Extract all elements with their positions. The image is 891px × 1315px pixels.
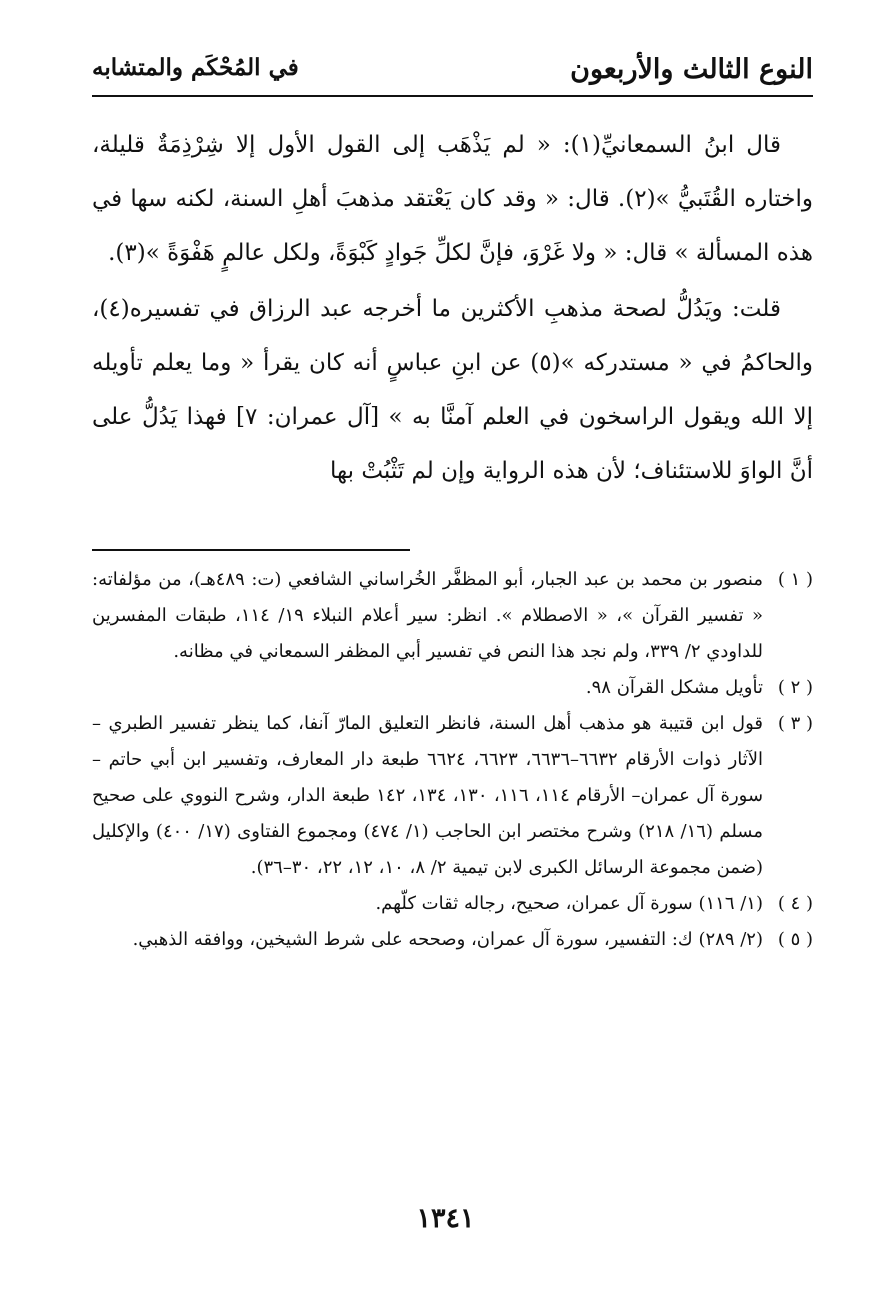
running-header	[92, 50, 813, 98]
footnote	[92, 670, 813, 706]
footnotes	[92, 562, 813, 958]
footnote-text: تأويل مشكل القرآن ٩٨.	[585, 677, 763, 698]
footnote-number: ( ٤ )	[777, 893, 813, 914]
footnote-number: ( ٥ )	[777, 929, 813, 950]
footnote	[92, 706, 813, 886]
page-number: ١٣٤١	[416, 1203, 475, 1234]
footnote-divider	[92, 549, 410, 551]
footnote	[92, 562, 813, 670]
main-text	[92, 118, 813, 498]
footnote	[92, 886, 813, 922]
footnote	[92, 922, 813, 958]
footnote-text: قول ابن قتيبة هو مذهب أهل السنة، فانظر التعليق المارّ آنفا، كما ينظر تفسير الطبري –الآثار ذوات الأرقام ٦٦٣٢–٦٦٣٦، ٦٦٢٣، ٦٦٢٤ طبعة دار المعارف، وتفسير ابن أبي حاتم –سورة آل عمران– الأرقام ١١٤، ١١٦، ١٣٠، ١٣٤، ١٤٢ طبعة الدار، وشرح النووي على صحيح مسلم (١٦/ ٢١٨) وشرح مختصر ابن الحاجب (١/ ٤٧٤) ومجموع الفتاوى (١٧/ ٤٠٠) والإكليل (ضمن مجموعة الرسائل الكبرى لابن تيمية ٢/ ٨، ١٠، ١٢، ٢٢، ٣٠–٣٦).	[92, 713, 764, 878]
footnote-text: (٢/ ٢٨٩) ك: التفسير، سورة آل عمران، وصححه على شرط الشيخين، ووافقه الذهبي.	[132, 929, 763, 950]
header-divider	[92, 95, 813, 97]
chapter-title: النوع الثالث والأربعون	[570, 54, 813, 85]
footnote-text: (١/ ١١٦) سورة آل عمران، صحيح، رجاله ثقات كلّهم.	[375, 893, 763, 914]
section-title: في المُحْكَم والمتشابه	[92, 54, 299, 81]
footnote-number: ( ٢ )	[777, 677, 813, 698]
footnote-number: ( ١ )	[777, 569, 813, 590]
body-paragraph: قلت: ويَدُلُّ لصحة مذهبِ الأكثرين ما أخرجه عبد الرزاق في تفسيره(٤)، والحاكمُ في « مستدركه »(٥) عن ابنِ عباسٍ أنه كان يقرأ « وما يعلم تأويله إلا الله ويقول الراسخون في العلم آمنَّا به » [آل عمران: ٧] فهذا يَدُلُّ على أنَّ الواوَ للاستئناف؛ لأن هذه الرواية وإن لم تَثْبُتْ بها	[92, 296, 813, 484]
footnote-number: ( ٣ )	[777, 713, 813, 734]
body-paragraph: قال ابنُ السمعانيِّ(١): « لم يَذْهَب إلى القول الأول إلا شِرْذِمَةٌ قليلة، واختاره القُتَبيُّ »(٢). قال: « وقد كان يَعْتقد مذهبَ أهلِ السنة، لكنه سها في هذه المسألة » قال: « ولا غَرْوَ، فإنَّ لكلِّ جَوادٍ كَبْوَةً، ولكل عالمٍ هَفْوَةً »(٣).	[92, 132, 813, 266]
footnote-text: منصور بن محمد بن عبد الجبار، أبو المظفَّر الخُراساني الشافعي (ت: ٤٨٩هـ)، من مؤلفاته: « تفسير القرآن »، « الاصطلام ». انظر: سير أعلام النبلاء ١٩/ ١١٤، طبقات المفسرين للداودي ٢/ ٣٣٩، ولم نجد هذا النص في تفسير أبي المظفر السمعاني في مظانه.	[92, 569, 764, 662]
